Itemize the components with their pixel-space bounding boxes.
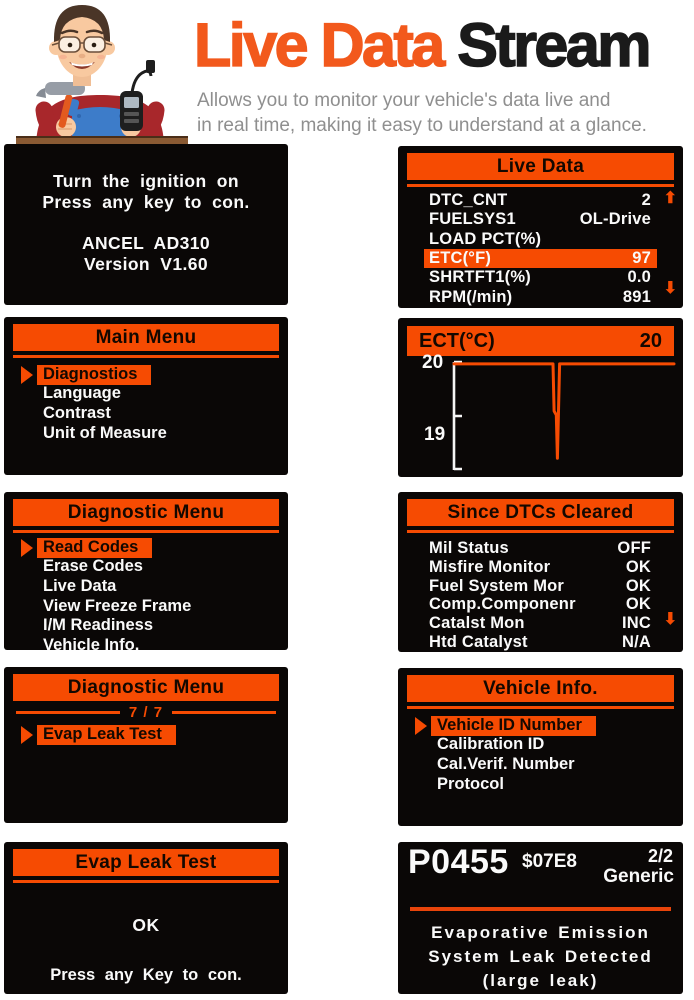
live-data-row-selected[interactable]	[424, 249, 657, 268]
chart-title: ECT(°C)	[419, 330, 495, 352]
screen-live-data	[398, 146, 683, 308]
dtc-divider	[410, 907, 671, 911]
dtc-code: P0455	[408, 843, 509, 881]
evap-footer: Press any Key to con.	[50, 966, 242, 984]
menu-item-label: Language	[43, 384, 121, 403]
screen-since-dtcs	[398, 492, 683, 652]
monitor-row	[424, 558, 657, 577]
pager-text: 7 / 7	[128, 703, 164, 721]
diagnostic-menu-title: Diagnostic Menu	[13, 674, 279, 701]
menu-item-label: Cal.Verif. Number	[437, 754, 575, 773]
vehicle-info-title: Vehicle Info.	[407, 675, 674, 702]
menu-item[interactable]	[4, 404, 288, 424]
header-divider	[13, 880, 279, 883]
ect-line-chart	[398, 318, 683, 477]
chart-current-value: 20	[639, 330, 662, 352]
header-divider	[407, 706, 674, 709]
screen-diagnostic-menu	[4, 492, 288, 650]
scroll-down-icon[interactable]: ⬇	[663, 280, 677, 297]
main-menu-title: Main Menu	[13, 324, 279, 351]
menu-item-label: Vehicle ID Number	[431, 716, 596, 736]
dtc-desc-line-1: Evaporative Emission	[431, 923, 650, 942]
diagnostic-menu-title: Diagnostic Menu	[13, 499, 279, 526]
screen-diagnostic-menu-page7	[4, 667, 288, 823]
live-data-row[interactable]	[424, 268, 657, 287]
menu-item-label: I/M Readiness	[43, 616, 154, 635]
menu-item-label: Erase Codes	[43, 557, 143, 576]
menu-item-selected[interactable]	[4, 538, 288, 558]
menu-item[interactable]	[4, 636, 288, 650]
menu-item-selected[interactable]	[398, 716, 683, 736]
boot-device-name: ANCEL AD310	[81, 233, 211, 253]
menu-item[interactable]	[4, 597, 288, 617]
monitor-row	[424, 539, 657, 558]
pid-value: 2	[641, 191, 651, 210]
mechanic-mascot-illustration	[0, 0, 200, 148]
page-title	[194, 10, 694, 80]
menu-item-label: Unit of Measure	[43, 423, 167, 442]
menu-item-label: Contrast	[43, 403, 111, 422]
boot-line-2: Press any key to con.	[42, 191, 250, 212]
screen-vehicle-info	[398, 668, 683, 826]
menu-item-selected[interactable]	[4, 725, 288, 745]
header-divider	[13, 355, 279, 358]
cursor-triangle-icon	[415, 717, 427, 735]
header-divider	[407, 530, 674, 533]
monitor-label: Htd Catalyst	[429, 632, 528, 651]
live-data-row[interactable]	[424, 210, 657, 229]
monitor-label: Fuel System Mor	[429, 576, 565, 595]
screen-ect-chart	[398, 318, 683, 477]
pid-value: 0.0	[627, 268, 651, 287]
menu-item[interactable]	[4, 558, 288, 578]
monitor-row	[424, 577, 657, 596]
page-title-accent: Live Data	[194, 11, 443, 79]
monitor-label: Comp.Componenr	[429, 595, 576, 614]
screen-main-menu	[4, 317, 288, 475]
pager-line	[172, 711, 276, 714]
boot-version: Version V1.60	[83, 253, 209, 274]
monitor-label: Mil Status	[429, 538, 509, 557]
monitor-row	[424, 614, 657, 633]
since-dtcs-title: Since DTCs Cleared	[407, 499, 674, 526]
live-data-row[interactable]	[424, 230, 657, 249]
page-subtitle	[197, 88, 694, 138]
y-tick-19: 19	[424, 424, 446, 445]
dtc-description	[398, 921, 683, 993]
pid-label: LOAD PCT(%)	[429, 229, 542, 248]
menu-item[interactable]	[398, 736, 683, 756]
live-data-row[interactable]	[424, 287, 657, 306]
menu-item-label: Diagnostios	[37, 365, 151, 385]
screen-evap-result	[4, 842, 288, 994]
monitor-status: OK	[625, 595, 651, 614]
menu-item[interactable]	[4, 616, 288, 636]
header-divider	[13, 530, 279, 533]
dtc-scope: Generic	[603, 866, 674, 887]
monitor-label: Misfire Monitor	[429, 557, 551, 576]
evap-result: OK	[132, 915, 160, 935]
dtc-module: $07E8	[522, 851, 577, 872]
menu-item-label: Protocol	[437, 774, 504, 793]
cursor-triangle-icon	[21, 366, 33, 384]
live-data-row[interactable]	[424, 191, 657, 210]
page-indicator	[16, 704, 276, 720]
cursor-triangle-icon	[21, 726, 33, 744]
dtc-desc-line-3: (large leak)	[482, 971, 599, 990]
menu-item-label: Live Data	[43, 576, 117, 595]
monitor-row	[424, 595, 657, 614]
menu-item[interactable]	[4, 577, 288, 597]
pid-label: DTC_CNT	[429, 191, 508, 210]
menu-item-label: Vehicle Info.	[43, 635, 140, 650]
monitor-label: Catalst Mon	[429, 614, 525, 633]
page-title-rest: Stream	[457, 11, 650, 79]
ect-line-series	[454, 364, 674, 458]
menu-item-label: Evap Leak Test	[37, 725, 176, 745]
pager-line	[16, 711, 120, 714]
monitor-status: INC	[621, 614, 651, 633]
pid-label: SHRTFT1(%)	[429, 268, 531, 287]
monitor-status: OFF	[617, 538, 651, 557]
y-tick-20: 20	[422, 352, 444, 373]
menu-item-label: View Freeze Frame	[43, 596, 192, 615]
header-divider	[407, 184, 674, 187]
menu-item[interactable]	[4, 385, 288, 405]
scroll-down-icon[interactable]: ⬇	[663, 611, 677, 628]
pid-label: RPM(/min)	[429, 287, 513, 306]
pid-value: 891	[622, 287, 651, 306]
dtc-index: 2/2	[647, 846, 673, 866]
monitor-status: OK	[625, 557, 651, 576]
pid-value: OL-Drive	[579, 210, 651, 229]
subtitle-line-2: in real time, making it easy to understand at a glance.	[197, 115, 647, 136]
pid-value: 97	[632, 249, 651, 268]
menu-item[interactable]	[398, 755, 683, 775]
boot-line-1: Turn the ignition on	[53, 171, 239, 191]
menu-item-label: Read Codes	[37, 538, 152, 558]
dtc-desc-line-2: System Leak Detected	[428, 947, 653, 966]
monitor-status: N/A	[621, 632, 651, 651]
scroll-up-icon[interactable]: ⬆	[663, 190, 677, 207]
cursor-triangle-icon	[21, 539, 33, 557]
menu-item-label: Calibration ID	[437, 735, 545, 754]
evap-title: Evap Leak Test	[13, 849, 279, 876]
monitor-status: OK	[625, 576, 651, 595]
live-data-title: Live Data	[407, 153, 674, 180]
screen-boot	[4, 144, 288, 305]
subtitle-line-1: Allows you to monitor your vehicle's data live and	[197, 90, 611, 111]
screen-dtc-detail	[398, 842, 683, 994]
pid-label: FUELSYS1	[429, 210, 516, 229]
menu-item[interactable]	[398, 775, 683, 795]
menu-item[interactable]	[4, 424, 288, 444]
menu-item-selected[interactable]	[4, 365, 288, 385]
monitor-row	[424, 633, 657, 652]
pid-label: ETC(°F)	[429, 249, 492, 268]
